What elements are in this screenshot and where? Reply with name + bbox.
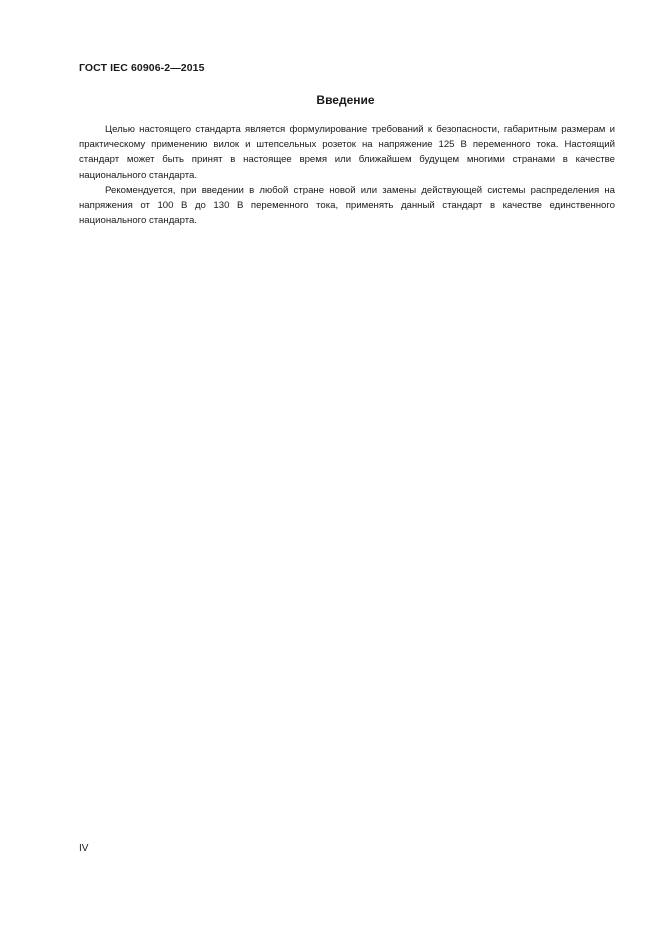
document-code: ГОСТ IEC 60906-2—2015 — [79, 62, 205, 74]
paragraph: Целью настоящего стандарта является формулирование требований к безопасности, габаритным размерам и практическому применению вилок и штепсельных розеток на напряжение 125 В переменного тока. Настоящий стандарт может быть принят в настоящее время или ближайшем будущем многими странами в качестве национального стандарта. — [79, 124, 615, 181]
section-body — [79, 122, 615, 228]
page-number: IV — [79, 843, 89, 854]
paragraph: Рекомендуется, при введении в любой стране новой или замены действующей системы распределения на напряжения от 100 В до 130 В переменного тока, применять данный стандарт в качестве единственного национального стандарта. — [79, 184, 615, 227]
section-title: Введение — [316, 93, 375, 107]
